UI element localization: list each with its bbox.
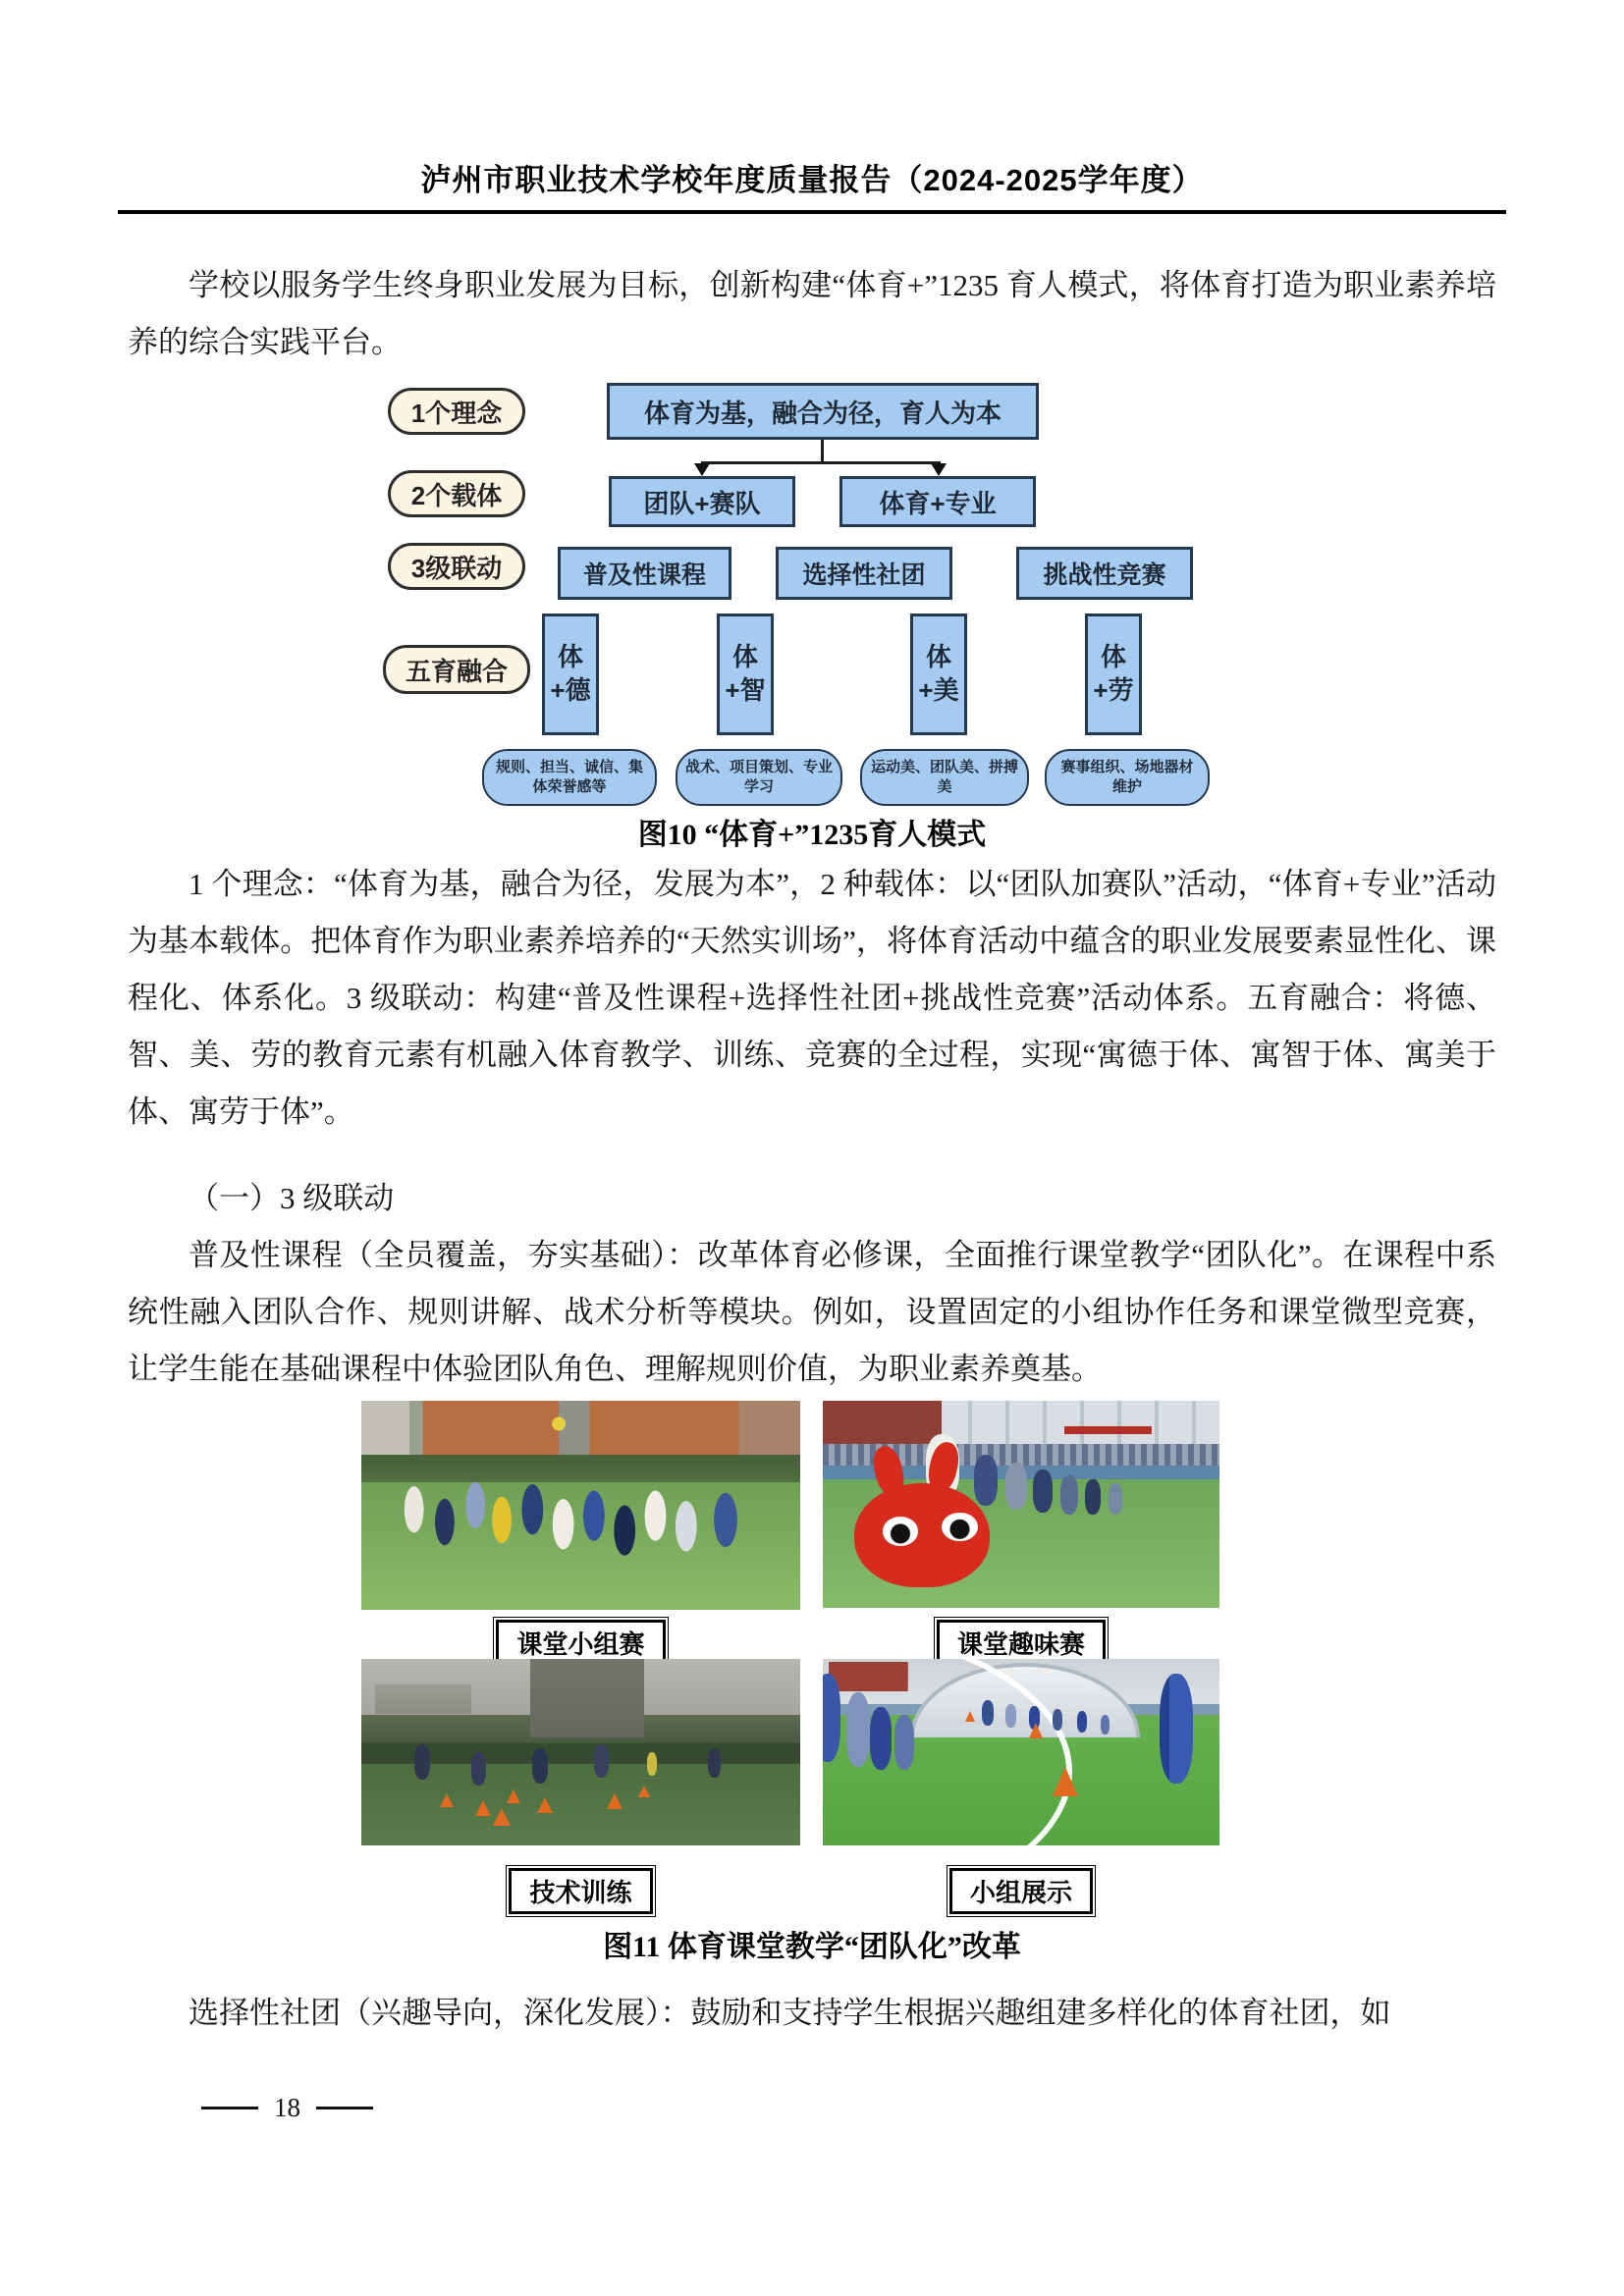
person-shape bbox=[594, 1744, 609, 1778]
diagram-carrier-major: 体育+专业 bbox=[839, 476, 1036, 527]
photo-technical-training bbox=[361, 1659, 800, 1845]
diagram-label-carriers: 2个载体 bbox=[388, 470, 525, 517]
figure11-caption: 图11 体育课堂教学“团队化”改革 bbox=[603, 1931, 1021, 1963]
page-title: 泸州市职业技术学校年度质量报告（2024-2025学年度） bbox=[420, 163, 1204, 197]
person-shape bbox=[471, 1752, 486, 1786]
page-number-dash bbox=[316, 2107, 373, 2109]
page-number-dash bbox=[201, 2107, 258, 2109]
diagram-fusion-labor: 体+劳 bbox=[1085, 614, 1142, 735]
person-shape bbox=[846, 1692, 870, 1767]
diagram-fusion-moral: 体+德 bbox=[542, 614, 599, 735]
diagram-detail-beauty: 运动美、团队美、拼搏美 bbox=[860, 749, 1029, 806]
cone-icon bbox=[638, 1786, 650, 1797]
diagram-detail-wisdom: 战术、项目策划、专业学习 bbox=[676, 749, 842, 806]
cone-icon bbox=[1029, 1723, 1043, 1738]
person-shape bbox=[1160, 1674, 1193, 1784]
person-shape bbox=[414, 1744, 430, 1780]
diagram-fusion-beauty: 体+美 bbox=[910, 614, 967, 735]
person-shape bbox=[1053, 1709, 1062, 1731]
person-shape bbox=[1005, 1704, 1016, 1728]
arrow-down-icon bbox=[931, 463, 947, 476]
person-shape bbox=[708, 1748, 721, 1778]
cone-icon bbox=[507, 1789, 520, 1803]
diagram-concept-box: 体育为基，融合为径，育人为本 bbox=[607, 383, 1039, 440]
cone-icon bbox=[440, 1793, 454, 1807]
photo-label-technical-training: 技术训练 bbox=[509, 1868, 652, 1914]
hopper-eye-shape bbox=[883, 1517, 918, 1546]
person-shape bbox=[1033, 1469, 1053, 1513]
photo-label-group-demo: 小组展示 bbox=[949, 1868, 1093, 1914]
person-shape bbox=[1085, 1479, 1101, 1515]
cone-icon bbox=[475, 1800, 491, 1816]
paragraph-course: 普及性课程（全员覆盖，夯实基础）：改革体育必修课，全面推行课堂教学“团队化”。在课程中系统性融入团队合作、规则讲解、战术分析等模块。例如，设置固定的小组协作任务和课堂微型竞赛，让学生能在基础课程中体验团队角色、理解规则价值，为职业素养奠基。 bbox=[128, 1238, 1496, 1386]
person-shape bbox=[823, 1674, 840, 1762]
cone-icon bbox=[1053, 1767, 1078, 1796]
page-number bbox=[201, 2093, 373, 2123]
diagram-label-levels: 3级联动 bbox=[388, 543, 525, 590]
person-shape bbox=[532, 1748, 548, 1784]
section-heading: （一）3 级联动 bbox=[189, 1181, 395, 1215]
diagram-label-fusion: 五育融合 bbox=[383, 645, 530, 694]
arrow-down-icon bbox=[694, 463, 710, 476]
cone-icon bbox=[493, 1808, 511, 1826]
header-rule bbox=[118, 210, 1506, 214]
person-shape bbox=[894, 1715, 914, 1770]
person-shape bbox=[1005, 1463, 1027, 1510]
diagram-detail-moral: 规则、担当、诚信、集体荣誉感等 bbox=[482, 749, 657, 806]
diagram-level-course: 普及性课程 bbox=[558, 547, 731, 600]
person-shape bbox=[870, 1707, 892, 1770]
diagram-label-concept: 1个理念 bbox=[388, 388, 525, 435]
diagram-detail-labor: 赛事组织、场地器材维护 bbox=[1045, 749, 1210, 806]
hopper-eye-shape bbox=[942, 1513, 977, 1542]
photo-classroom-group-match bbox=[361, 1401, 800, 1610]
paragraph-club: 选择性社团（兴趣导向，深化发展）：鼓励和支持学生根据兴趣组建多样化的体育社团，如 bbox=[189, 1996, 1391, 2030]
person-shape bbox=[1101, 1715, 1110, 1735]
photo-classroom-fun-race bbox=[823, 1401, 1219, 1608]
photo-label-group-match: 课堂小组赛 bbox=[496, 1620, 665, 1666]
diagram-level-club: 选择性社团 bbox=[776, 547, 952, 600]
diagram-carrier-team: 团队+赛队 bbox=[609, 476, 795, 527]
person-shape bbox=[1077, 1711, 1087, 1733]
person-shape bbox=[1060, 1475, 1078, 1515]
connector-line bbox=[701, 461, 941, 464]
photo-group-demo bbox=[823, 1659, 1219, 1845]
diagram-fusion-wisdom: 体+智 bbox=[717, 614, 774, 735]
person-shape bbox=[982, 1700, 994, 1726]
photo-label-fun-race: 课堂趣味赛 bbox=[937, 1620, 1106, 1666]
figure10-diagram bbox=[383, 378, 1219, 810]
paragraph-intro: 学校以服务学生终身职业发展为目标，创新构建“体育+”1235 育人模式，将体育打造为职业素养培养的综合实践平台。 bbox=[128, 268, 1496, 359]
connector-line bbox=[821, 440, 824, 463]
figure10-caption: 图10 “体育+”1235育人模式 bbox=[637, 819, 987, 851]
person-shape bbox=[647, 1752, 657, 1776]
person-shape bbox=[1109, 1483, 1122, 1515]
page-number-value: 18 bbox=[274, 2093, 300, 2122]
cone-icon bbox=[537, 1797, 553, 1813]
cone-icon bbox=[607, 1793, 623, 1809]
person-shape bbox=[974, 1455, 998, 1506]
cone-icon bbox=[965, 1711, 975, 1722]
diagram-level-competition: 挑战性竞赛 bbox=[1016, 547, 1193, 600]
paragraph-model-detail: 1 个理念：“体育为基，融合为径，发展为本”，2 种载体：以“团队加赛队”活动，“体育+专业”活动为基本载体。把体育作为职业素养培养的“天然实训场”，将体育活动中蕴含的职业发展要素显性化、课程化、体系化。3 级联动：构建“普及性课程+选择性社团+挑战性竞赛”活动体系。五育融合：将德、智、美、劳的教育元素有机融入体育教学、训练、竞赛的全过程，实现“寓德于体、寓智于体、寓美于体、寓劳于体”。 bbox=[128, 867, 1496, 1129]
